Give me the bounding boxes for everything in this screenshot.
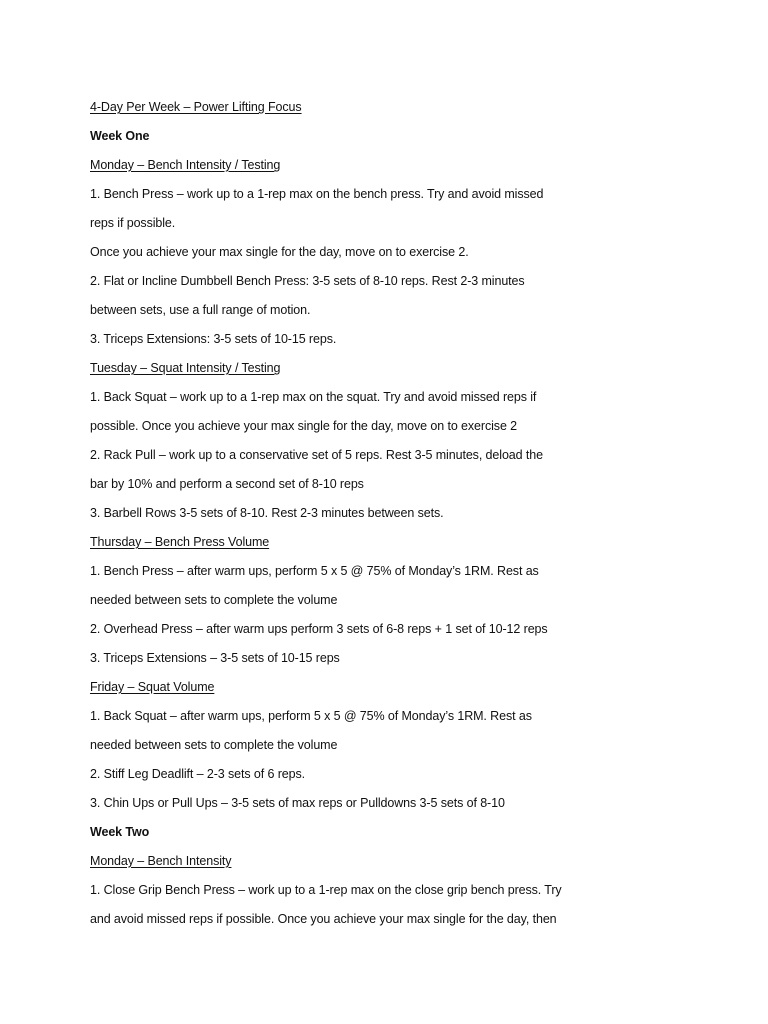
text-line: possible. Once you achieve your max single for the day, move on to exercise 2: [90, 419, 518, 433]
document-title: 4-Day Per Week – Power Lifting Focus: [90, 100, 302, 114]
text-line: 1. Close Grip Bench Press – work up to a 1-rep max on the close grip bench press. Try: [90, 883, 562, 897]
text-line: 1. Back Squat – after warm ups, perform 5 x 5 @ 75% of Monday’s 1RM. Rest as: [90, 709, 532, 723]
document-body: [90, 93, 590, 934]
text-line: and avoid missed reps if possible. Once you achieve your max single for the day, then: [90, 912, 557, 926]
text-line: 2. Flat or Incline Dumbbell Bench Press: 3-5 sets of 8-10 reps. Rest 2-3 minutes: [90, 274, 525, 288]
text-line: reps if possible.: [90, 216, 176, 230]
text-line: 3. Triceps Extensions: 3-5 sets of 10-15 reps.: [90, 332, 337, 346]
day-heading: Thursday – Bench Press Volume: [90, 535, 270, 549]
text-line: 3. Triceps Extensions – 3-5 sets of 10-15 reps: [90, 651, 340, 665]
week-heading: Week Two: [90, 825, 150, 839]
day-heading: Friday – Squat Volume: [90, 680, 215, 694]
text-line: 3. Barbell Rows 3-5 sets of 8-10. Rest 2-3 minutes between sets.: [90, 506, 444, 520]
week-heading: Week One: [90, 129, 150, 143]
text-line: 1. Back Squat – work up to a 1-rep max on the squat. Try and avoid missed reps if: [90, 390, 537, 404]
text-line: Once you achieve your max single for the day, move on to exercise 2.: [90, 245, 469, 259]
text-line: 2. Overhead Press – after warm ups perform 3 sets of 6-8 reps + 1 set of 10-12 reps: [90, 622, 548, 636]
text-line: 2. Stiff Leg Deadlift – 2-3 sets of 6 reps.: [90, 767, 306, 781]
text-line: needed between sets to complete the volume: [90, 593, 338, 607]
day-heading: Monday – Bench Intensity: [90, 854, 232, 868]
day-heading: Tuesday – Squat Intensity / Testing: [90, 361, 281, 375]
text-line: 1. Bench Press – work up to a 1-rep max on the bench press. Try and avoid missed: [90, 187, 544, 201]
text-line: 1. Bench Press – after warm ups, perform 5 x 5 @ 75% of Monday’s 1RM. Rest as: [90, 564, 539, 578]
day-heading: Monday – Bench Intensity / Testing: [90, 158, 281, 172]
text-line: needed between sets to complete the volume: [90, 738, 338, 752]
text-line: 3. Chin Ups or Pull Ups – 3-5 sets of max reps or Pulldowns 3-5 sets of 8-10: [90, 796, 505, 810]
text-line: bar by 10% and perform a second set of 8-10 reps: [90, 477, 364, 491]
text-line: between sets, use a full range of motion.: [90, 303, 311, 317]
text-line: 2. Rack Pull – work up to a conservative set of 5 reps. Rest 3-5 minutes, deload the: [90, 448, 543, 462]
